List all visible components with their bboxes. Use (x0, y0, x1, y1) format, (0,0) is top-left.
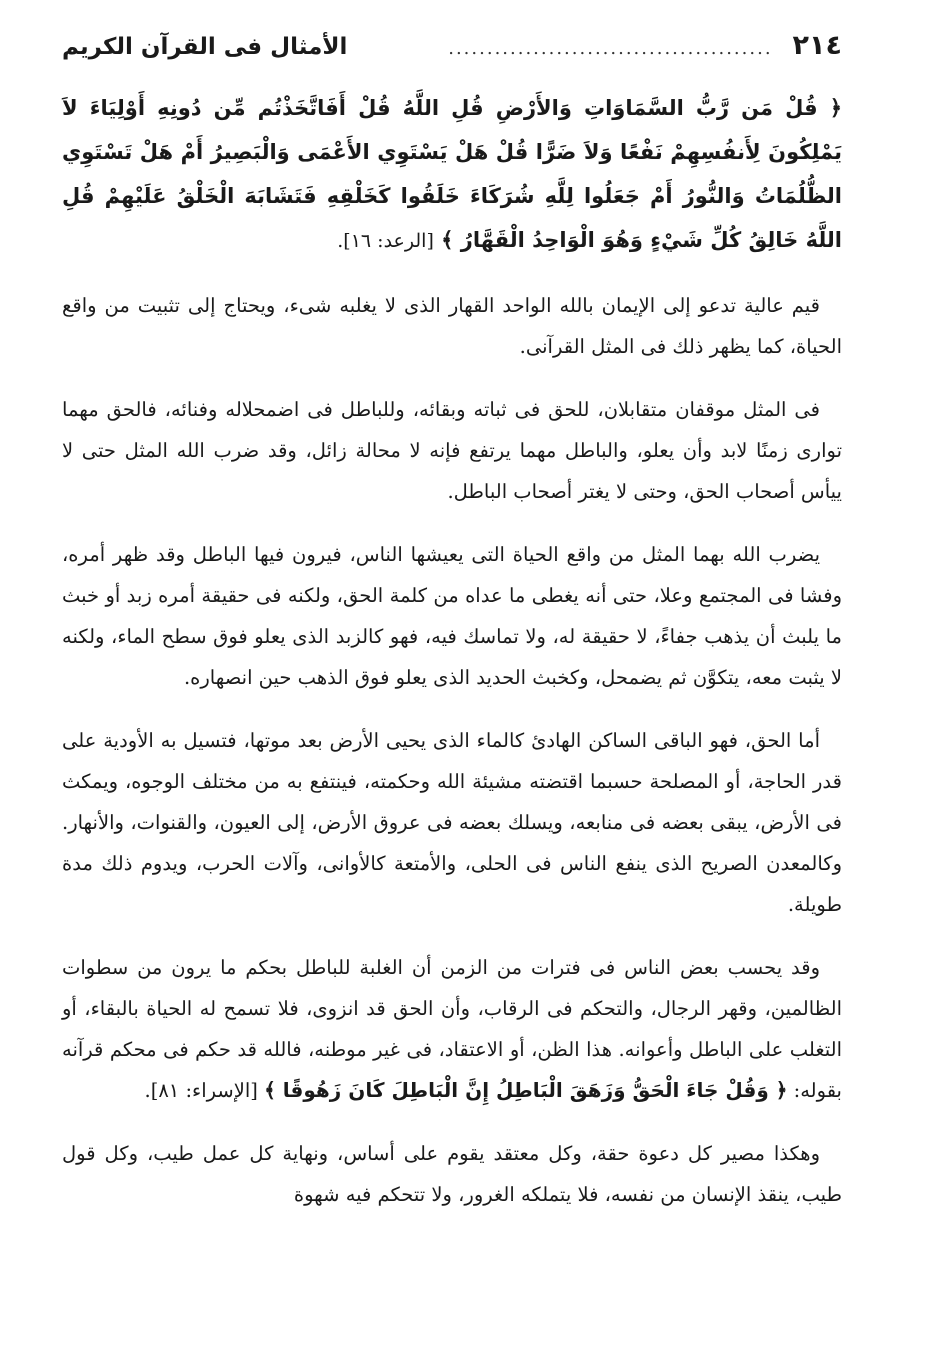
book-title: الأمثال فى القرآن الكريم (62, 34, 348, 60)
page-number: ٢١٤ (792, 30, 842, 61)
paragraph-text: وهكذا مصير كل دعوة حقة، وكل معتقد يقوم على أساس، ونهاية كل عمل طيب، وكل قول طيب، ينقذ الإنسان من نفسه، فلا يتملكه الغرور، ولا تتحكم فيه شهوة (62, 1142, 842, 1206)
paragraph-1 (62, 285, 842, 367)
book-page (62, 30, 842, 1215)
running-header (62, 30, 842, 74)
paragraph-text: فى المثل موقفان متقابلان، للحق فى ثباته وبقائه، وللباطل فى اضمحلاله وفنائه، فالحق مهما توارى زمنًا لابد وأن يعلو، والباطل مهما يرتفع فإنه لا محالة زائل، وقد ضرب الله المثل حتى لا ييأس أصحاب الحق، وحتى لا يغتر أصحاب الباطل. (62, 398, 842, 503)
paragraph-text: قيم عالية تدعو إلى الإيمان بالله الواحد القهار الذى لا يغلبه شىء، ويحتاج إلى تثبيت من واقع الحياة، كما يظهر ذلك فى المثل القرآنى. (62, 294, 842, 358)
paragraph-2 (62, 389, 842, 512)
paragraph-3 (62, 534, 842, 698)
quran-verse-block (62, 86, 842, 263)
inline-quran-verse: ﴿ وَقُلْ جَاءَ الْحَقُّ وَزَهَقَ الْبَاطِلُ إِنَّ الْبَاطِلَ كَانَ زَهُوقًا ﴾ (264, 1078, 788, 1102)
paragraph-text: يضرب الله بهما المثل من واقع الحياة التى يعيشها الناس، فيرون فيها الباطل وقد ظهر أمره، وفشا فى المجتمع وعلا، حتى أنه يغطى ما عداه من كلمة الحق، ولكنه فى حقيقة أمره زبد أو خبث ما يلبث أن يذهب جفاءً، لا حقيقة له، ولا تماسك فيه، فهو كالزبد الذى يعلو فوق سطح الماء، ولكنه لا يثبت معه، يتكوَّن ثم يضمحل، وكخبث الحديد الذى يعلو فوق الذهب حين انصهاره. (62, 543, 842, 689)
verse-reference: [الرعد: ١٦]. (337, 230, 434, 252)
paragraph-4 (62, 720, 842, 925)
paragraph-text: أما الحق، فهو الباقى الساكن الهادئ كالماء الذى يحيى الأرض بعد موتها، فتسيل به الأودية على قدر الحاجة، أو المصلحة حسبما اقتضته مشيئة الله وحكمته، فينتفع به من مختلف الوجوه، ويمكث فى الأرض، يبقى بعضه فى منابعه، ويسلك بعضه فى عروق الأرض، إلى العيون، والقنوات، والأنهار. وكالمعدن الصريح الذى ينفع الناس فى الحلى، والأمتعة كالأوانى، وآلات الحرب، ويدوم ذلك مدة طويلة. (62, 729, 842, 916)
paragraph-6 (62, 1133, 842, 1215)
header-leader-dots: .......................................... (448, 38, 773, 59)
paragraph-5 (62, 947, 842, 1111)
inline-verse-reference: [الإسراء: ٨١]. (144, 1079, 258, 1102)
quran-verse-text: ﴿ قُلْ مَن رَّبُّ السَّمَاوَاتِ وَالأَرْضِ قُلِ اللَّهُ قُلْ أَفَاتَّخَذْتُم مِّن دُونِهِ أَوْلِيَاءَ لاَ يَمْلِكُونَ لِأَنفُسِهِمْ نَفْعًا وَلاَ ضَرًّا قُلْ هَلْ يَسْتَوِي الأَعْمَى وَالْبَصِيرُ أَمْ هَلْ تَسْتَوِي الظُّلُمَاتُ وَالنُّورُ أَمْ جَعَلُوا لِلَّهِ شُرَكَاءَ خَلَقُوا كَخَلْقِهِ فَتَشَابَهَ الْخَلْقُ عَلَيْهِمْ قُلِ اللَّهُ خَالِقُ كُلِّ شَيْءٍ وَهُوَ الْوَاحِدُ الْقَهَّارُ ﴾ (62, 96, 842, 252)
paragraph-text: وقد يحسب بعض الناس فى فترات من الزمن أن الغلبة للباطل بحكم ما يرون من سطوات الظالمين، وقهر الرجال، والتحكم فى الرقاب، وأن الحق قد انزوى، فلا تسمح له الحياة بالبقاء، أو التغلب على الباطل وأعوانه. هذا الظن، أو الاعتقاد، فى غير موطنه، فالله قد حكم فى محكم قرآنه بقوله: (62, 956, 842, 1102)
